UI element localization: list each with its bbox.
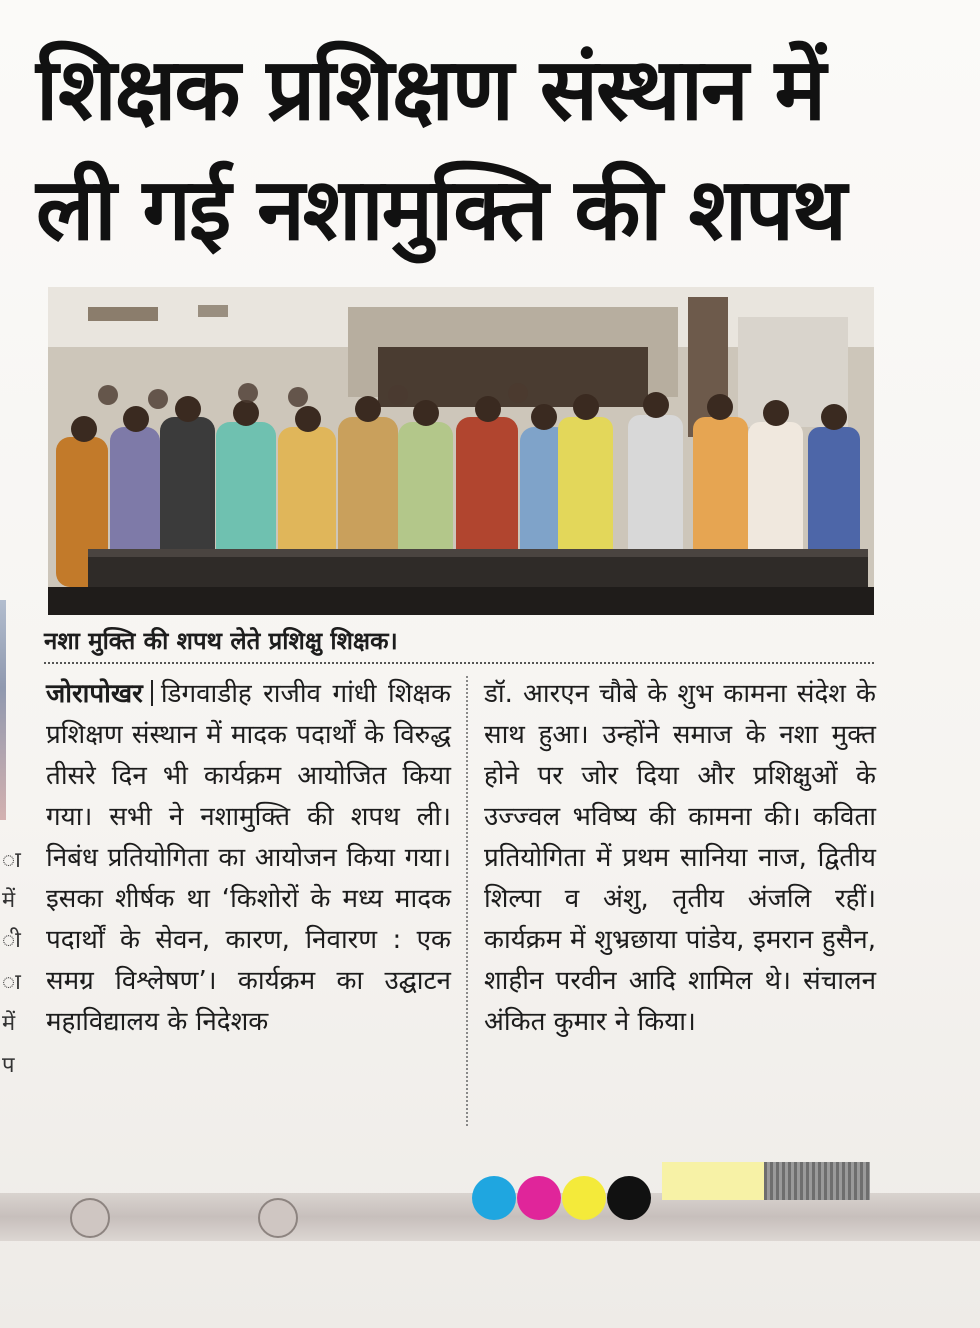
registration-mark xyxy=(258,1198,298,1238)
group-photo-icon xyxy=(48,287,874,615)
magenta-color-dot xyxy=(517,1176,561,1220)
edge-glyph: ा xyxy=(2,848,21,873)
cyan-color-dot xyxy=(472,1176,516,1220)
headline-line-2: ली गई नशामुक्ति की शपथ xyxy=(36,160,845,260)
article-column-right xyxy=(484,674,876,1043)
edge-glyph: ी xyxy=(2,928,21,953)
photo-caption: नशा मुक्ति की शपथ लेते प्रशिक्षु शिक्षक। xyxy=(44,627,398,655)
column-divider xyxy=(466,676,468,1126)
article-column-left xyxy=(46,674,451,1043)
dateline-separator xyxy=(151,680,153,706)
edge-glyph: ा xyxy=(2,970,21,995)
article-text-left: डिगवाडीह राजीव गांधी शिक्षक प्रशिक्षण संस्थान में मादक पदार्थों के विरुद्ध तीसरे दिन भी कार्यक्रम आयोजित किया गया। सभी ने नशामुक्ति की शपथ ली। निबंध प्रतियोगिता का आयोजन किया गया। इसका शीर्षक था ‘किशोरों के मध्य मादक पदार्थों के सेवन, कारण, निवारण : एक समग्र विश्लेषण’। कार्यक्रम का उद्घाटन महाविद्यालय के निदेशक xyxy=(46,679,451,1037)
registration-mark xyxy=(70,1198,110,1238)
edge-glyph: प xyxy=(2,1053,15,1078)
caption-divider xyxy=(44,662,874,664)
article-paragraph-left xyxy=(46,674,451,1043)
headline-line-1: शिक्षक प्रशिक्षण संस्थान में xyxy=(36,40,825,140)
article-text-right: डॉ. आरएन चौबे के शुभ कामना संदेश के साथ हुआ। उन्होंने समाज के नशा मुक्त होने पर जोर दिया और प्रशिक्षुओं के उज्ज्वल भविष्य की कामना की। कविता प्रतियोगिता में प्रथम सानिया नाज, द्वितीय शिल्पा व अंशु, तृतीय अंजलि रहीं। कार्यक्रम में शुभ्रछाया पांडेय, इमरान हुसैन, शाहीन परवीन आदि शामिल थे। संचालन अंकित कुमार ने किया। xyxy=(484,679,876,1037)
yellow-color-strip xyxy=(662,1162,766,1200)
edge-glyph: में xyxy=(2,888,16,913)
adjacent-column-text xyxy=(0,520,21,1120)
gray-calibration-strip xyxy=(764,1162,870,1200)
dateline: जोरापोखर xyxy=(46,679,143,709)
headline xyxy=(36,30,916,270)
yellow-color-dot xyxy=(562,1176,606,1220)
group-photo xyxy=(48,287,874,615)
black-color-dot xyxy=(607,1176,651,1220)
edge-glyph: में xyxy=(2,1011,16,1036)
